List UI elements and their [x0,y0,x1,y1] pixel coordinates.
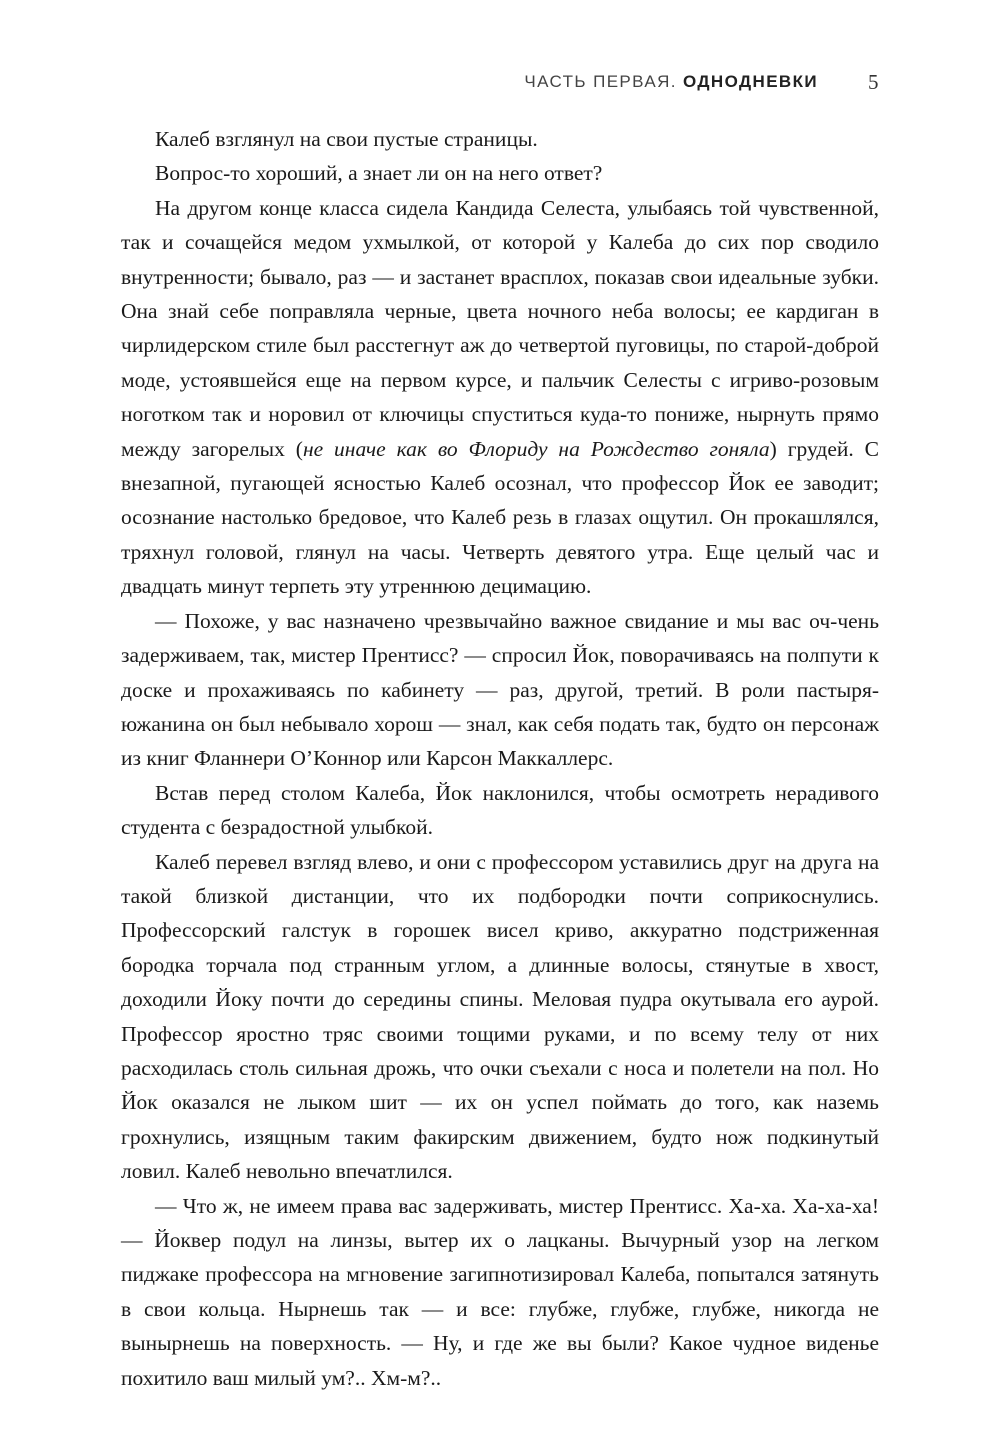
paragraph: Встав перед столом Калеба, Йок наклонился, чтобы осмотреть нерадивого студента с безрадостной улыбкой. [121,780,879,840]
paragraph: Калеб перевел взгляд влево, и они с профессором уставились друг на друга на такой близкой дистанции, что их подбородки почти соприкоснулись. Профессорский галстук в горошек висел криво, аккуратно подстриженная бородка торчала под странным углом, а длинные волосы, стянутые в хвост, доходили Йоку почти до середины спины. Меловая пудра окутывала его аурой. Профессор яростно тряс своими тощими руками, и по всему телу от них расходилась столь сильная дрожь, что очки съехали с носа и полетели на пол. Но Йок оказался не лыком шит — их он успел поймать до того, как наземь грохнулись, изящным таким факирским движением, будто нож подкинутый ловил. Калеб невольно впечатлился. [121,849,879,1184]
page-number: 5 [868,70,879,94]
paragraph-text: На другом конце класса сидела Кандида Селеста, улыбаясь той чувственной, так и сочащейся медом ухмылкой, от которой у Калеба до сих пор сводило внутренности; бывало, раз — и застанет врасплох, показав свои идеальные зубки. Она знай себе поправляла черные, цвета ночного неба волосы; ее кардиган в чирлидерском стиле был расстегнут аж до четвертой пуговицы, по старой-доброй моде, устоявшейся еще на первом курсе, и пальчик Селесты с игриво-розовым ноготком так и норовил от ключицы спуститься куда-то пониже, нырнуть прямо между загорелых ( [121,195,879,461]
section-title [524,72,818,92]
paragraph-text: ) грудей. С внезапной, пугающей ясностью Калеб осознал, что профессор Йок ее заводит; осознание настолько бредовое, что Калеб резь в глазах ощутил. Он прокашлялся, тряхнул головой, глянул на часы. Четверть девятого утра. Еще целый час и двадцать минут терпеть эту утреннюю децимацию. [121,436,879,599]
part-label: ЧАСТЬ ПЕРВАЯ. [524,72,677,91]
paragraph: — Что ж, не имеем права вас задерживать, мистер Прентисс. Ха-ха. Ха-ха-ха! — Йоквер подул на линзы, вытер их о лацканы. Вычурный узор на легком пиджаке профессора на мгновение загипнотизировал Калеба, попытался затянуть в свои кольца. Нырнешь так — и все: глубже, глубже, глубже, никогда не вынырнешь на поверхность. — Ну, и где же вы были? Какое чудное виденье похитило ваш милый ум?.. Хм-м?.. [121,1193,879,1390]
paragraph: Вопрос-то хороший, а знает ли он на него ответ? [155,161,603,186]
paragraph: Калеб взглянул на свои пустые страницы. [155,127,538,151]
chapter-title: ОДНОДНЕВКИ [683,72,818,91]
running-header [0,70,1000,100]
italic-aside: не иначе как во Флориду на Рождество гоняла [302,436,770,461]
paragraph [121,191,879,604]
body-text [121,122,879,1395]
paragraph: — Похоже, у вас назначено чрезвычайно важное свидание и мы вас оч-чень задерживаем, так, мистер Прентисс? — спросил Йок, поворачиваясь на полпути к доске и прохаживаясь по кабинету — раз, другой, третий. В роли пастыря-южанина он был небывало хорош — знал, как себя подать так, будто он персонаж из книг Фланнери О’Коннор или Карсон Маккаллерс. [121,608,879,771]
